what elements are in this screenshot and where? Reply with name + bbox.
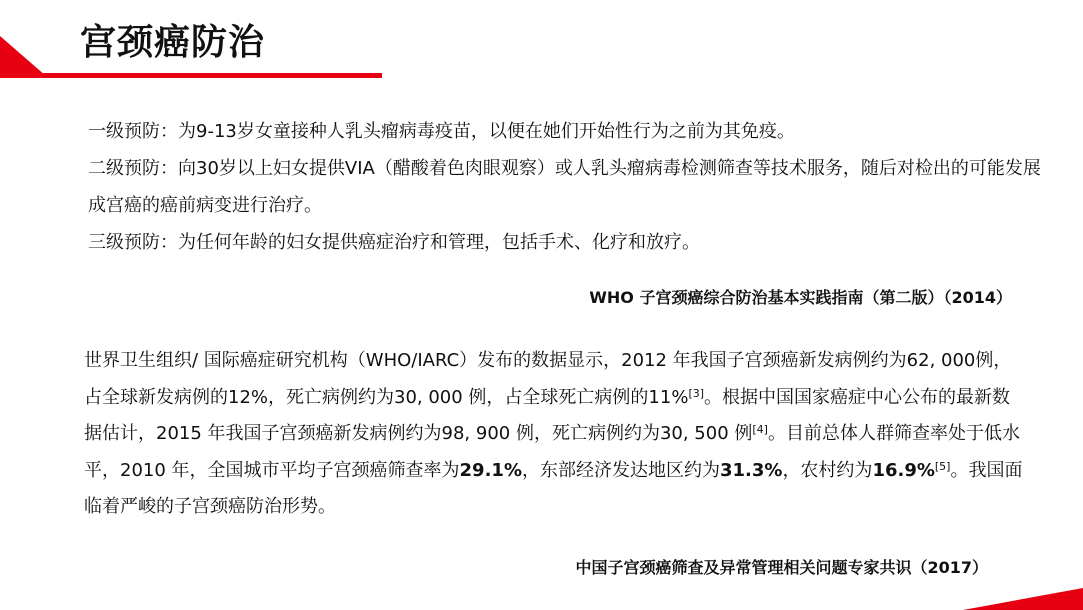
citation-5: [5] [934, 459, 951, 473]
stats-text-part2: 。根据中国国家癌症中心公布的最新数据估计，2015 年我国子宫颈癌新发病例约为98, 900 例，死亡病例约为30, 500 例 [84, 386, 1011, 444]
title-underline [0, 73, 382, 78]
who-prevention-levels [88, 113, 1048, 261]
east-screening-rate: 31.3% [719, 459, 783, 481]
primary-prevention: 一级预防：为9-13岁女童接种人乳头瘤病毒疫苗，以便在她们开始性行为之前为其免疫。 [88, 121, 795, 142]
tertiary-prevention: 三级预防：为任何年龄的妇女提供癌症治疗和管理，包括手术、化疗和放疗。 [88, 232, 700, 253]
citation-3: [3] [688, 386, 705, 400]
corner-decoration-top-left [0, 36, 46, 76]
slide-title: 宫颈癌防治 [80, 22, 266, 63]
stats-text-part4: ，东部经济发达地区约为 [521, 459, 720, 481]
china-statistics-paragraph [84, 343, 1024, 526]
secondary-prevention: 二级预防：向30岁以上妇女提供VIA（醋酸着色肉眼观察）或人乳头瘤病毒检测筛查等技术服务，随后对检出的可能发展成宫癌的癌前病变进行治疗。 [88, 158, 1041, 216]
rural-screening-rate: 16.9% [872, 459, 935, 481]
expert-consensus-source: 中国子宫颈癌筛查及异常管理相关问题专家共识（2017） [575, 558, 988, 577]
statistics-text [84, 343, 1024, 526]
who-guideline-source: WHO 子宫颈癌综合防治基本实践指南（第二版）（2014） [589, 288, 1012, 307]
stats-text-part1: 世界卫生组织/ 国际癌症研究机构（WHO/IARC）发布的数据显示，2012 年我国子宫颈癌新发病例约为62, 000例，占全球新发病例的12%，死亡病例约为30, 000 例，占全球死亡病例的11% [84, 350, 1012, 408]
national-screening-rate: 29.1% [459, 459, 522, 481]
stats-text-part3: 。目前总体人群筛查率处于低水平，2010 年，全国城市平均子宫颈癌筛查率为 [84, 423, 1020, 481]
stats-text-part5: ，农村约为 [782, 459, 873, 481]
stats-text-part6: 。我国面临着严峻的子宫颈癌防治形势。 [84, 459, 1023, 517]
citation-4: [4] [752, 423, 768, 436]
corner-decoration-bottom-right [963, 588, 1083, 610]
